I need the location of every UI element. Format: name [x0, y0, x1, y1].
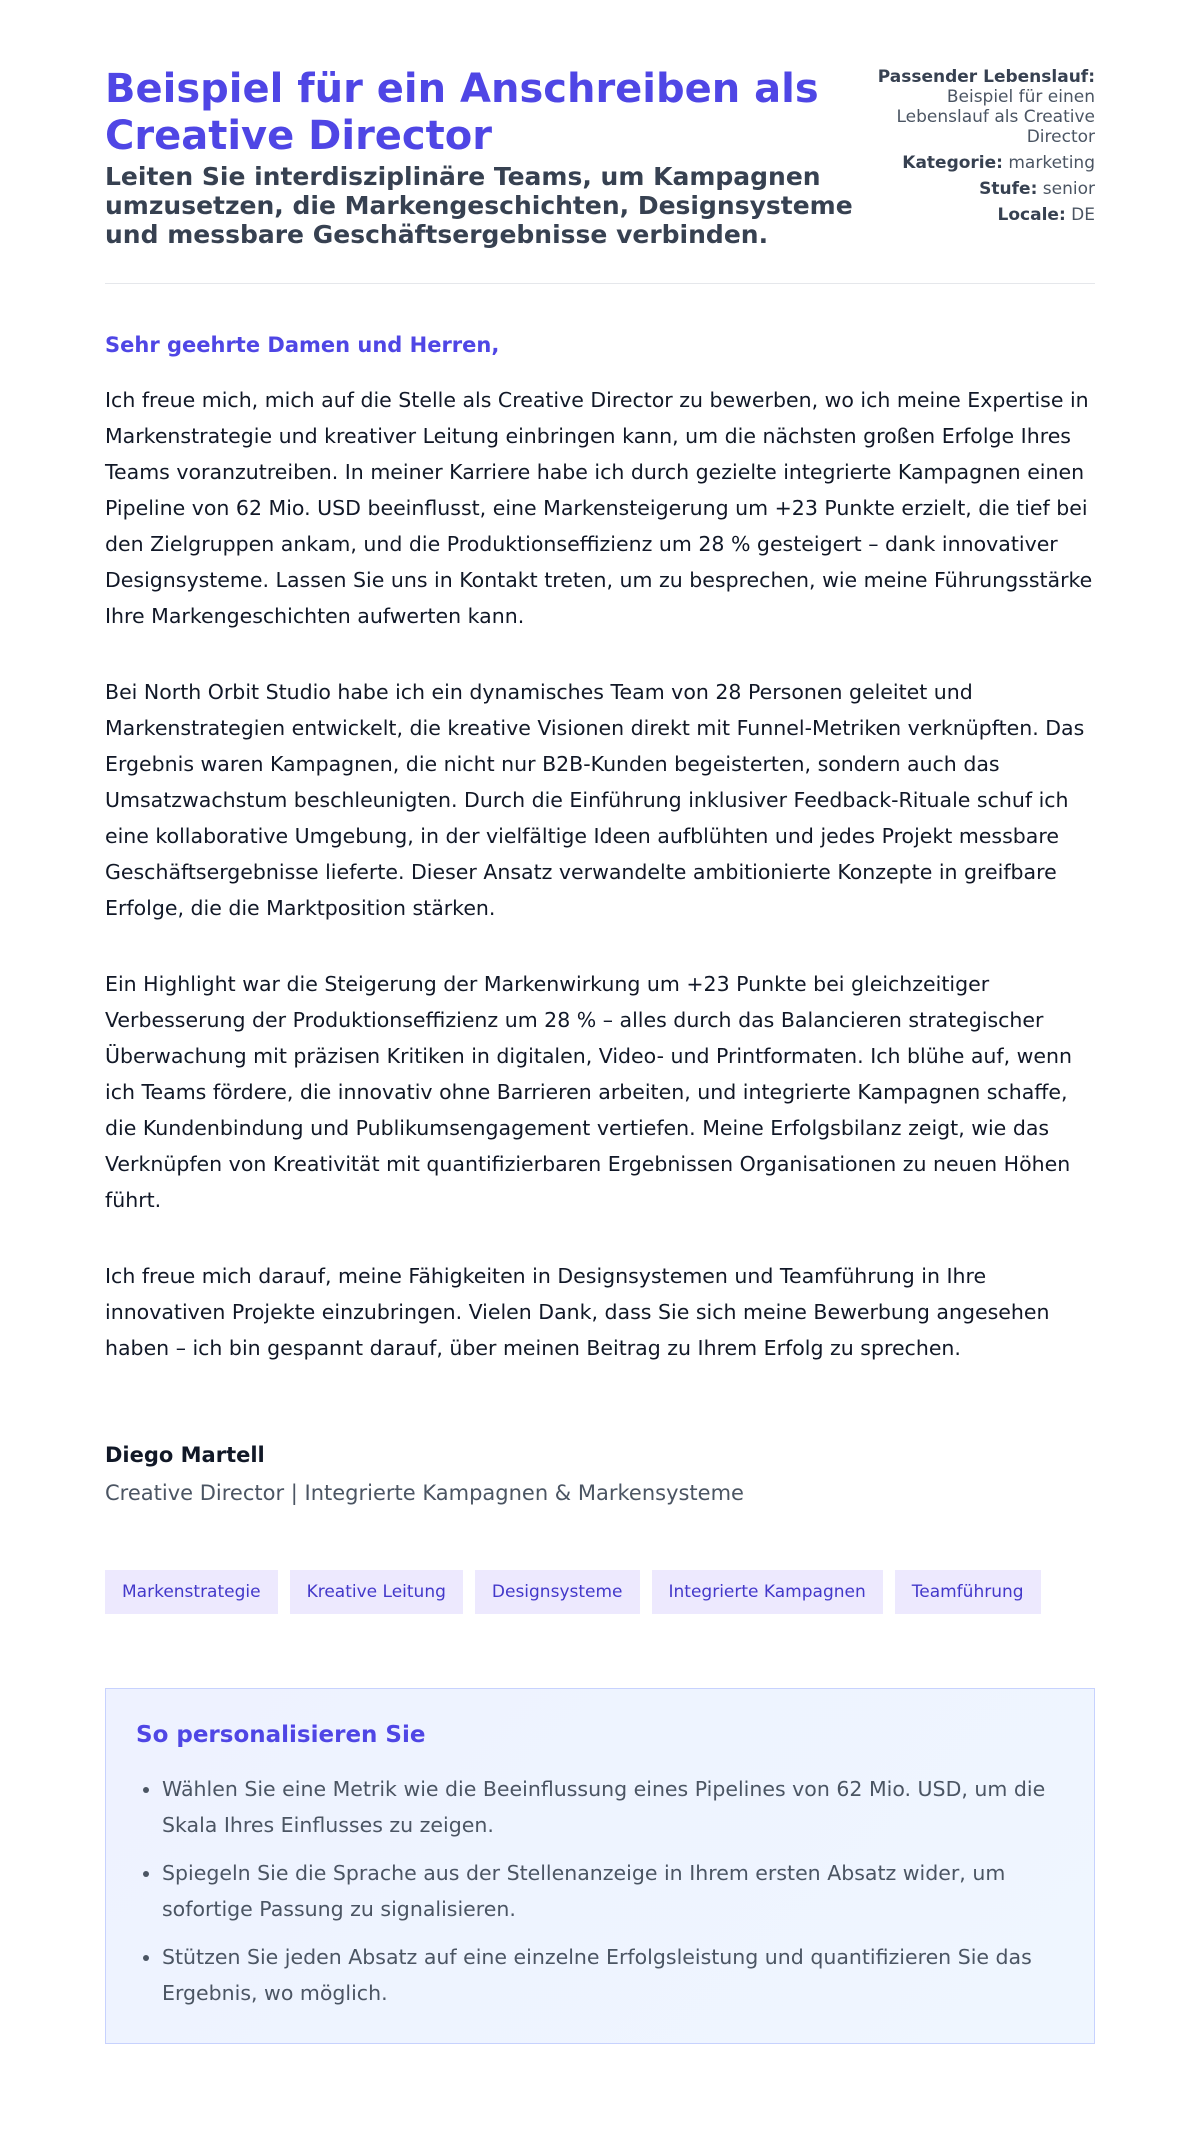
page-subtitle: Leiten Sie interdisziplinäre Teams, um Kampagnen umzusetzen, die Markengeschichten, Designsysteme und messbare Geschäftsergebnisse verbinden.: [105, 162, 853, 249]
meta-level: [865, 179, 1095, 199]
cover-letter-page: [105, 0, 1095, 2044]
tip-item: • Spiegeln Sie die Sprache aus der Stellenanzeige in Ihrem ersten Absatz wider, um sofortige Passung zu signalisieren.: [162, 1855, 1064, 1927]
meta-locale-label: Locale:: [997, 205, 1066, 225]
tip-item: • Stützen Sie jeden Absatz auf eine einzelne Erfolgsleistung und quantifizieren Sie das Ergebnis, wo möglich.: [162, 1939, 1064, 2011]
skill-tags: [105, 1570, 1095, 1614]
letter-paragraph: Ich freue mich, mich auf die Stelle als Creative Director zu bewerben, wo ich meine Expertise in Markenstrategie und kreativer Leitung einbringen kann, um die nächsten großen Erfolge Ihres Teams voranzutreiben. In meiner Karriere habe ich durch gezielte integrierte Kampagnen einen Pipeline von 62 Mio. USD beeinflusst, eine Markensteigerung um +23 Punkte erzielt, die tief bei den Zielgruppen ankam, und die Produktionseffizienz um 28 % gesteigert – dank innovativer Designsysteme. Lassen Sie uns in Kontakt treten, um zu besprechen, wie meine Führungsstärke Ihre Markengeschichten aufwerten kann.: [105, 388, 1093, 628]
personalization-tips-box: [105, 1688, 1095, 2044]
page-title: Beispiel für ein Anschreiben als Creative Director: [105, 66, 819, 159]
letter-paragraph: Ein Highlight war die Steigerung der Markenwirkung um +23 Punkte bei gleichzeitiger Verbesserung der Produktionseffizienz um 28 % – alles durch das Balancieren strategischer Überwachung mit präzisen Kritiken in digitalen, Video- und Printformaten. Ich blühe auf, wenn ich Teams fördere, die innovativ ohne Barrieren arbeiten, und integrierte Kampagnen schaffe, die Kundenbindung und Publikumsengagement vertiefen. Meine Erfolgsbilanz zeigt, wie das Verknüpfen von Kreativität mit quantifizierbaren Ergebnissen Organisationen zu neuen Höhen führt.: [105, 972, 1073, 1212]
meta-category-value: marketing: [1008, 153, 1095, 173]
skill-tag: Integrierte Kampagnen: [652, 1570, 883, 1614]
meta-locale-value: DE: [1071, 205, 1095, 225]
tips-title: So personalisieren Sie: [136, 1722, 426, 1748]
signature-role: Creative Director | Integrierte Kampagnen & Markensysteme: [105, 1481, 744, 1505]
letter-body: [105, 382, 1095, 1366]
signature-block: [105, 1440, 1095, 1508]
header-titles: [105, 66, 865, 249]
meta-cv-label: Passender Lebenslauf:: [877, 67, 1095, 87]
meta-panel: [865, 66, 1095, 231]
meta-matching-cv: [865, 67, 1095, 147]
meta-level-label: Stufe:: [979, 179, 1038, 199]
meta-level-value: senior: [1042, 179, 1095, 199]
skill-tag: Kreative Leitung: [290, 1570, 463, 1614]
tip-item: • Wählen Sie eine Metrik wie die Beeinflussung eines Pipelines von 62 Mio. USD, um die Skala Ihres Einflusses zu zeigen.: [162, 1771, 1064, 1843]
letter-paragraph: Ich freue mich darauf, meine Fähigkeiten in Designsystemen und Teamführung in Ihre innovativen Projekte einzubringen. Vielen Dank, dass Sie sich meine Bewerbung angesehen haben – ich bin gespannt darauf, über meinen Beitrag zu Ihrem Erfolg zu sprechen.: [105, 1264, 1050, 1360]
skill-tag: Teamführung: [895, 1570, 1041, 1614]
meta-category-label: Kategorie:: [902, 153, 1003, 173]
skill-tag: Markenstrategie: [105, 1570, 278, 1614]
letter-greeting: Sehr geehrte Damen und Herren,: [105, 333, 500, 357]
signature-name: Diego Martell: [105, 1443, 265, 1467]
letter-paragraph: Bei North Orbit Studio habe ich ein dynamisches Team von 28 Personen geleitet und Markenstrategien entwickelt, die kreative Visionen direkt mit Funnel-Metriken verknüpften. Das Ergebnis waren Kampagnen, die nicht nur B2B-Kunden begeisterten, sondern auch das Umsatzwachstum beschleunigten. Durch die Einführung inklusiver Feedback-Rituale schuf ich eine kollaborative Umgebung, in der vielfältige Ideen aufblühten und jedes Projekt messbare Geschäftsergebnisse lieferte. Dieser Ansatz verwandelte ambitionierte Konzepte in greifbare Erfolge, die die Marktposition stärken.: [105, 680, 1085, 920]
meta-locale: [865, 205, 1095, 225]
meta-category: [865, 153, 1095, 173]
meta-cv-link[interactable]: Beispiel für einen Lebenslauf als Creative Director: [896, 87, 1095, 147]
tips-list: [136, 1771, 1064, 2011]
skill-tag: Designsysteme: [475, 1570, 640, 1614]
page-header: [105, 66, 1095, 284]
